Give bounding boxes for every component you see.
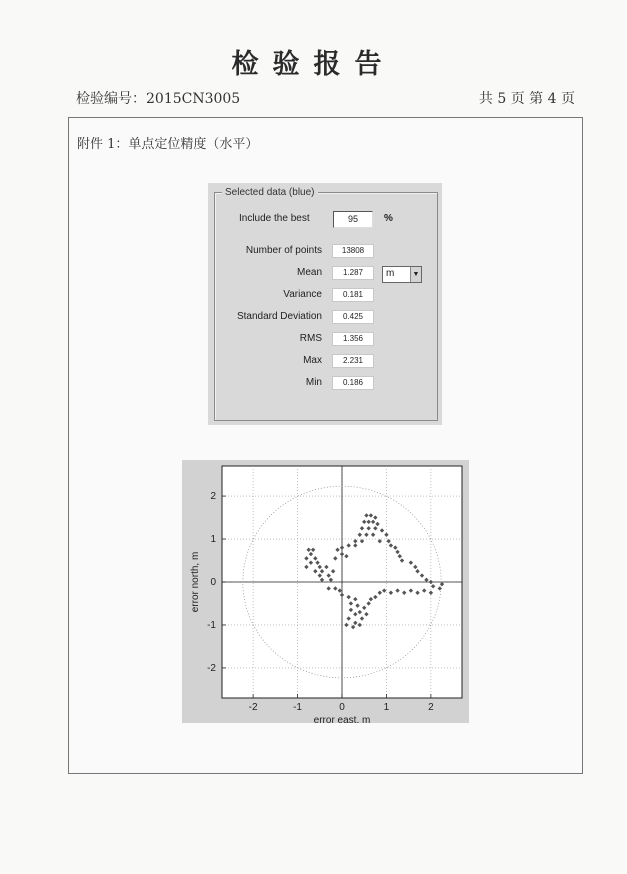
y-tick-label: 2: [210, 491, 216, 503]
x-tick-label: 1: [383, 702, 390, 713]
stat-row-min: [208, 376, 442, 390]
chevron-down-icon[interactable]: ▼: [410, 267, 421, 282]
y-tick-label: -1: [207, 619, 216, 631]
report-title: 检验报告: [231, 49, 396, 80]
stat-label: Number of points: [245, 245, 322, 256]
page-info: 共 5 页 第 4 页: [478, 91, 575, 107]
x-tick-label: -2: [248, 702, 258, 713]
fieldset-legend: Selected data (blue): [222, 187, 318, 198]
stat-value: 0.425: [332, 310, 374, 324]
stat-value: 13808: [332, 244, 374, 258]
stat-row-max: [208, 354, 442, 368]
x-tick-label: -1: [293, 702, 303, 713]
y-tick-label: 1: [210, 534, 216, 546]
stats-panel: [208, 183, 442, 425]
stat-row-stddev: [208, 310, 442, 324]
include-best-label: Include the best: [239, 213, 310, 224]
y-tick-label: -2: [207, 662, 216, 674]
scatter-plot-svg: [182, 460, 469, 723]
stat-value: 1.356: [332, 332, 374, 346]
percent-sign: %: [384, 213, 393, 224]
unit-select-value: m: [386, 268, 395, 279]
y-axis-label: error north, m: [190, 551, 201, 613]
include-best-input[interactable]: 95: [333, 211, 373, 228]
stat-value: 2.231: [332, 354, 374, 368]
stat-value: 1.287: [332, 266, 374, 280]
x-axis-label: error east, m: [313, 715, 371, 723]
stat-label: Variance: [283, 289, 322, 300]
attachment-label: 附件 1：单点定位精度（水平）: [77, 137, 259, 152]
y-tick-label: 0: [210, 577, 216, 588]
stat-label: RMS: [299, 333, 322, 344]
stat-row-points: [208, 244, 442, 258]
error-scatter-chart: [182, 460, 469, 723]
unit-select[interactable]: [382, 266, 422, 283]
report-number: 检验编号：2015CN3005: [76, 91, 241, 107]
stat-value: 0.186: [332, 376, 374, 390]
stat-label: Max: [303, 355, 322, 366]
stat-row-rms: [208, 332, 442, 346]
stat-row-variance: [208, 288, 442, 302]
stat-label: Standard Deviation: [236, 311, 322, 322]
x-tick-label: 0: [339, 702, 345, 713]
stat-label: Mean: [296, 267, 322, 278]
x-tick-label: 2: [428, 702, 434, 713]
stat-label: Min: [305, 377, 322, 388]
stat-value: 0.181: [332, 288, 374, 302]
